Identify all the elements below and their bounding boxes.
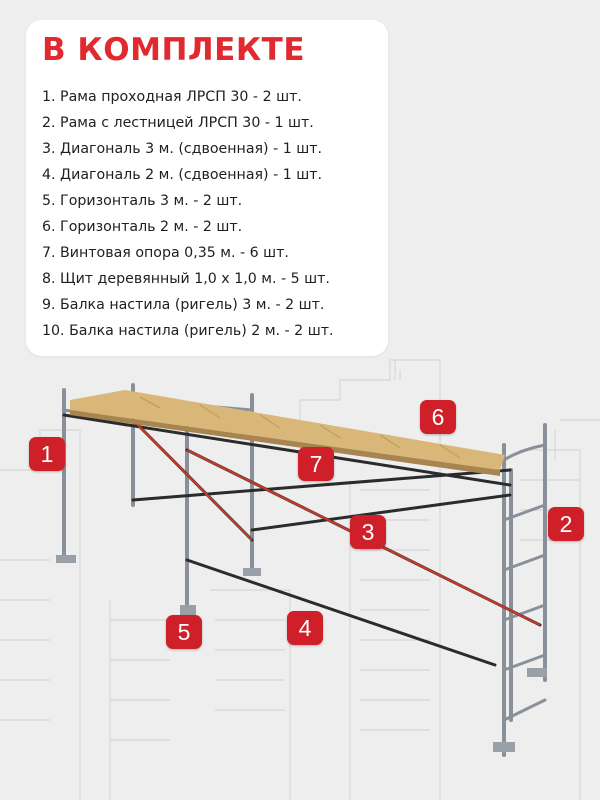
list-item: 2. Рама с лестницей ЛРСП 30 - 1 шт. <box>42 115 314 131</box>
list-item: 9. Балка настила (ригель) 3 м. - 2 шт. <box>42 297 325 313</box>
list-item: 3. Диагональ 3 м. (сдвоенная) - 1 шт. <box>42 141 323 157</box>
callout-tag-2: 2 <box>548 507 584 541</box>
contents-card <box>26 20 388 356</box>
list-item: 8. Щит деревянный 1,0 х 1,0 м. - 5 шт. <box>42 271 330 287</box>
callout-tag-5: 5 <box>166 615 202 649</box>
callout-tag-3: 3 <box>350 515 386 549</box>
callout-tag-4: 4 <box>287 611 323 645</box>
list-item: 1. Рама проходная ЛРСП 30 - 2 шт. <box>42 89 302 105</box>
callout-tag-1: 1 <box>29 437 65 471</box>
list-item: 7. Винтовая опора 0,35 м. - 6 шт. <box>42 245 289 261</box>
page-title: В КОМПЛЕКТЕ <box>42 32 305 68</box>
contents-list <box>42 84 333 344</box>
list-item: 6. Горизонталь 2 м. - 2 шт. <box>42 219 243 235</box>
screw-jack-base <box>493 742 515 752</box>
list-item: 4. Диагональ 2 м. (сдвоенная) - 1 шт. <box>42 167 323 183</box>
list-item: 10. Балка настила (ригель) 2 м. - 2 шт. <box>42 323 334 339</box>
callout-tag-7: 7 <box>298 447 334 481</box>
list-item: 5. Горизонталь 3 м. - 2 шт. <box>42 193 243 209</box>
frame-with-ladder <box>504 425 545 755</box>
callout-tag-6: 6 <box>420 400 456 434</box>
